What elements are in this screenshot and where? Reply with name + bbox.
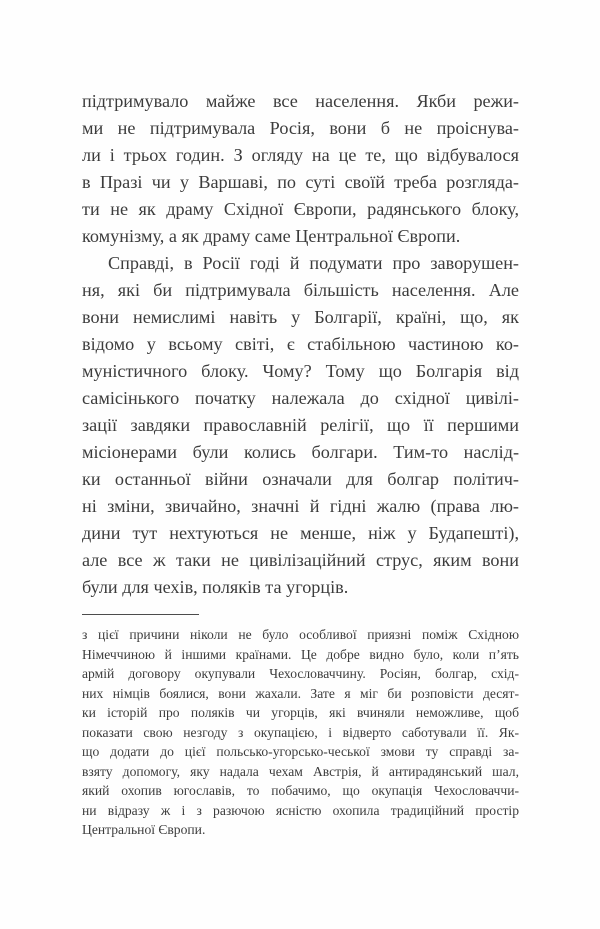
text-line: відомо у всьому світі, є стабільною частиною ко-	[82, 334, 519, 354]
text-line: взяту допомогу, яку надала чехам Австрія, й антирадянський шал,	[82, 763, 519, 779]
text-line: з цієї причини ніколи не було особливої приязні поміж Східною	[82, 627, 519, 642]
text-line: ти не як драму Східної Європи, радянського блоку,	[82, 199, 519, 219]
text-line: в Празі чи у Варшаві, по суті своїй треба розгляда-	[82, 172, 519, 192]
text-line: ні зміни, звичайно, значні й гідні жалю (права лю-	[82, 496, 519, 516]
text-line: підтримувало майже все населення. Якби режи-	[82, 91, 519, 111]
text-line: ни відразу ж і з разючою ясністю охопила традиційний простір	[82, 802, 519, 818]
text-line: зації завдяки православній релігії, що її першими	[82, 415, 519, 435]
text-line: них німців боялися, вони жахали. Зате я міг би розповісти десят-	[82, 685, 519, 701]
text-line: місіонерами були колись болгари. Тим-то наслід-	[82, 442, 519, 462]
text-line: Німеччиною й іншими країнами. Це добре видно було, коли п’ять	[82, 646, 519, 662]
paragraph-1	[82, 88, 519, 250]
text-line: ки історій про поляків чи угорців, які вчиняли неможливе, щоб	[82, 705, 519, 720]
text-line: комунізму, а як драму саме Центральної Європи.	[82, 226, 461, 246]
text-line: вони немислимі навіть у Болгарії, країні, що, як	[82, 307, 519, 327]
text-line: Справді, в Росії годі й подумати про заворушен-	[108, 253, 519, 273]
footnote	[82, 625, 519, 840]
text-line: який охопив югославів, то побачимо, що окупація Чехословаччи-	[82, 783, 519, 798]
text-line: армій договору окупували Чехословаччину. Росіян, болгар, схід-	[82, 666, 519, 681]
text-line: Центральної Європи.	[82, 822, 206, 837]
text-line: самісінького початку належала до східної цивілі-	[82, 388, 519, 408]
text-line: показати свою незгоду з окупацією, і відверто саботували її. Як-	[82, 724, 519, 740]
text-line: ки останньої війни означали для болгар політич-	[82, 469, 519, 489]
text-line: були для чехів, поляків та угорців.	[82, 577, 349, 597]
text-line: ли і трьох годин. З огляду на це те, що відбувалося	[82, 145, 519, 165]
text-line: ми не підтримувала Росія, вони б не проіснува-	[82, 118, 519, 138]
text-line: але все ж таки не цивілізаційний струс, яким вони	[82, 550, 519, 570]
text-line: що додати до цієї польсько-угорсько-чеської змови ту справді за-	[82, 744, 519, 759]
footnote-separator	[82, 614, 199, 615]
paragraph-2	[82, 250, 519, 601]
text-line: дини тут нехтуються не менше, ніж у Будапешті),	[82, 523, 519, 543]
text-line: ня, які би підтримувала більшість населення. Але	[82, 280, 519, 300]
page-text	[82, 88, 519, 840]
text-line: муністичного блоку. Чому? Тому що Болгарія від	[82, 361, 519, 381]
